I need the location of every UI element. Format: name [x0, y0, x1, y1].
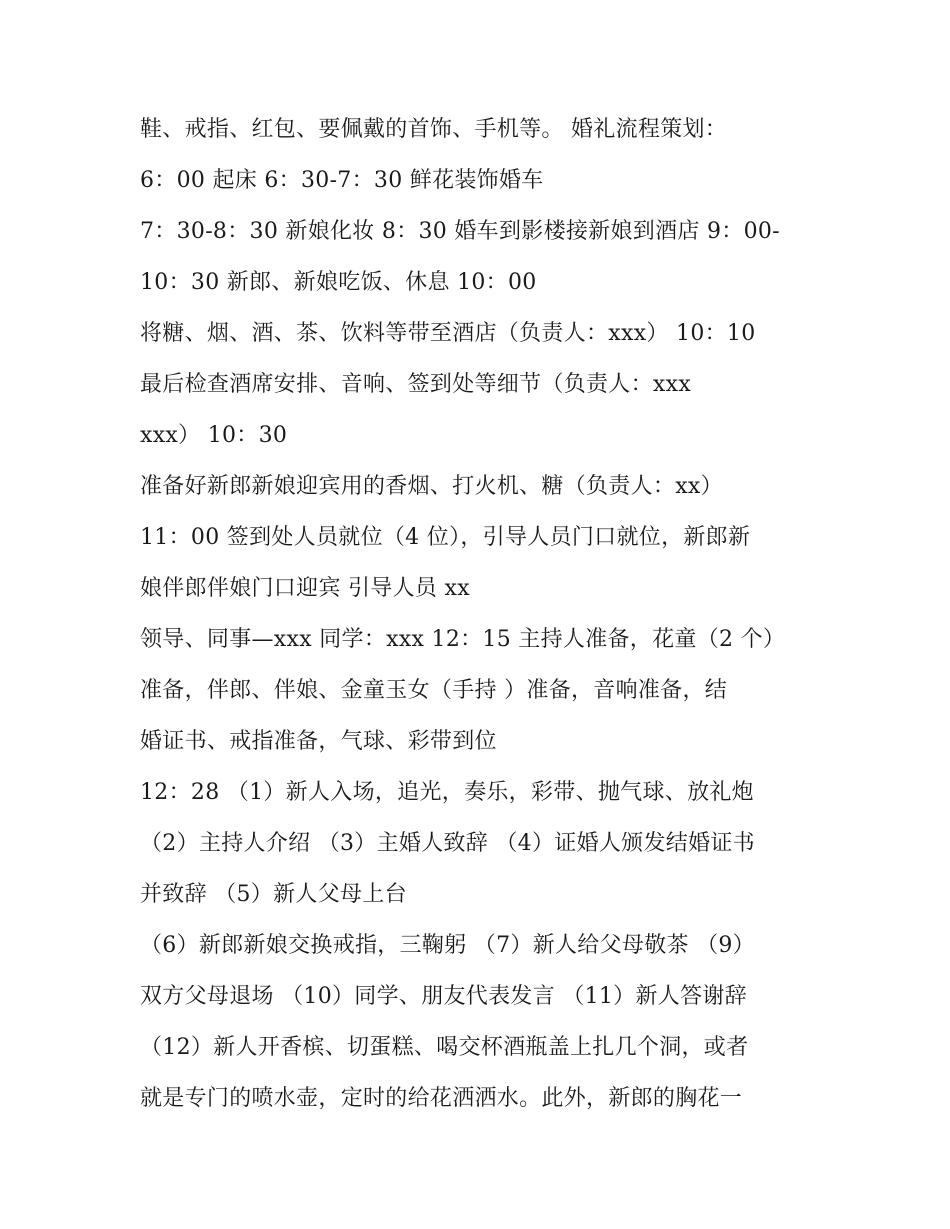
document-body — [140, 104, 820, 1124]
text-line: 最后检查酒席安排、音响、签到处等细节（负责人：xxx — [140, 372, 692, 397]
text-line: 将糖、烟、酒、茶、饮料等带至酒店（负责人：xxx） 10：10 — [140, 321, 756, 346]
text-line: 6：00 起床 6：30-7：30 鲜花装饰婚车 — [140, 168, 544, 193]
text-line: 并致辞 （5）新人父母上台 — [140, 882, 407, 907]
text-line: 娘伴郎伴娘门口迎宾 引导人员 xx — [140, 576, 470, 601]
text-line: 就是专门的喷水壶，定时的给花洒洒水。此外，新郎的胸花一 — [140, 1086, 743, 1111]
text-line: 准备好新郎新娘迎宾用的香烟、打火机、糖（负责人：xx） — [140, 474, 723, 499]
text-line: 准备，伴郎、伴娘、金童玉女（手持 ）准备，音响准备，结 — [140, 678, 728, 703]
text-line: 7：30-8：30 新娘化妆 8：30 婚车到影楼接新娘到酒店 9：00- — [140, 219, 780, 244]
text-line: 10：30 新郎、新娘吃饭、休息 10：00 — [140, 270, 537, 295]
text-line: 11：00 签到处人员就位（4 位），引导人员门口就位，新郎新 — [140, 525, 751, 550]
text-line: 12：28 （1）新人入场，追光，奏乐，彩带、抛气球、放礼炮 — [140, 780, 754, 805]
text-line: （6）新郎新娘交换戒指，三鞠躬 （7）新人给父母敬茶 （9） — [140, 933, 755, 958]
text-line: （2）主持人介绍 （3）主婚人致辞 （4）证婚人颁发结婚证书 — [140, 831, 755, 856]
text-line: 婚证书、戒指准备，气球、彩带到位 — [140, 729, 497, 754]
text-line: 双方父母退场 （10）同学、朋友代表发言 （11）新人答谢辞 — [140, 984, 747, 1009]
text-line: xxx） 10：30 — [140, 423, 288, 448]
text-line: 鞋、戒指、红包、要佩戴的首饰、手机等。 婚礼流程策划： — [140, 117, 728, 142]
text-line: 领导、同事—xxx 同学：xxx 12：15 主持人准备，花童（2 个） — [140, 627, 786, 652]
text-line: （12）新人开香槟、切蛋糕、喝交杯酒瓶盖上扎几个洞，或者 — [140, 1035, 749, 1060]
